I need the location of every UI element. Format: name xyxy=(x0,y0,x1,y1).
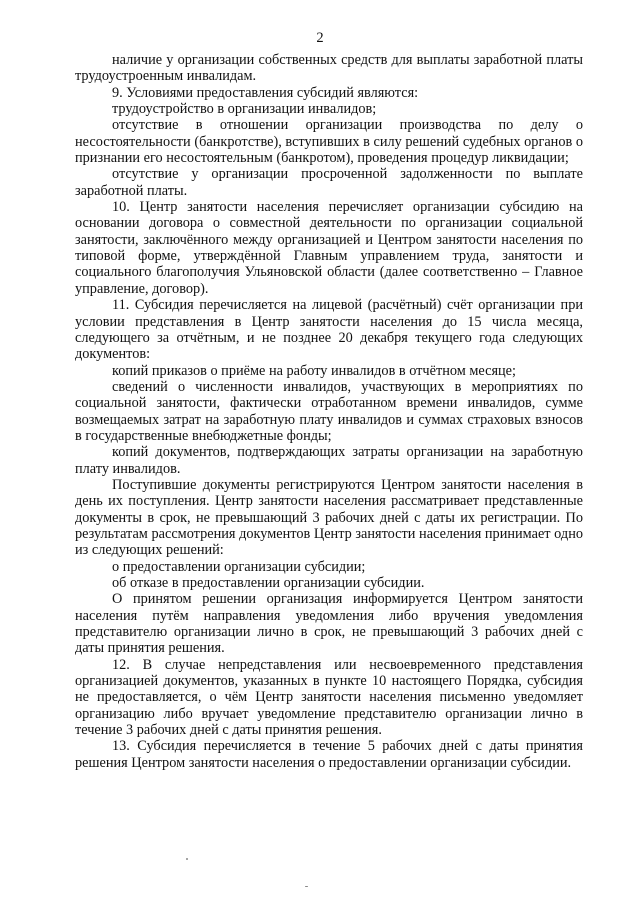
paragraph-item-12: 12. В случае непредставления или несвоевременного представления организацией документов, указанных в пункте 10 настоящего Порядка, субсидия не предоставляется, о чём Центр занятости населения письменно уведомляет организацию либо вручает уведомление представителю организации лично в течение 3 рабочих дней с даты принятия решения. xyxy=(75,656,583,739)
paragraph-employment-condition: трудоустройство в организации инвалидов; xyxy=(112,101,377,118)
paragraph-item-10: 10. Центр занятости населения перечисляет организации субсидию на основании договора о совместной деятельности по организации социальной занятости, заключённого между организацией и Центром занятости населения по типовой форме, утверждённой Главным управлением труда, занятости и социального благополучия Ульяновской области (далее соответственно – Главное управление, договор). xyxy=(75,199,583,297)
paragraph-item-11: 11. Субсидия перечисляется на лицевой (расчётный) счёт организации при условии представления в Центр занятости населения до 15 числа месяца, следующего за отчётным, и не позднее 20 декабря текущего года следующих документов: xyxy=(75,297,583,363)
page-number: 2 xyxy=(316,30,324,46)
document-body xyxy=(75,52,583,771)
paragraph-doc-statistics: сведений о численности инвалидов, участвующих в мероприятиях по социальной занятости, фактически отработанном времени инвалидов, сумме возмещаемых затрат на заработную плату инвалидов и суммах страховых взносов в государственные внебюджетные фонды; xyxy=(75,378,583,444)
paragraph-doc-expenses: копий документов, подтверждающих затраты организации на заработную плату инвалидов. xyxy=(75,444,583,477)
scan-speck xyxy=(186,858,188,860)
paragraph-registration: Поступившие документы регистрируются Центром занятости населения в день их поступления. Центр занятости населения рассматривает представленные документы в срок, не превышающий 3 рабочих дней с даты их регистрации. По результатам рассмотрения документов Центр занятости населения принимает одно из следующих решений: xyxy=(75,476,583,559)
scan-speck xyxy=(305,886,308,887)
paragraph-funds-availability: наличие у организации собственных средств для выплаты заработной платы трудоустроенным инвалидам. xyxy=(75,52,583,85)
paragraph-decision-refusal: об отказе в предоставлении организации субсидии. xyxy=(112,575,425,591)
paragraph-item-13: 13. Субсидия перечисляется в течение 5 рабочих дней с даты принятия решения Центром занятости населения о предоставлении организации субсидии. xyxy=(75,738,583,771)
paragraph-no-bankruptcy-condition: отсутствие в отношении организации производства по делу о несостоятельности (банкротстве), вступивших в силу решений судебных органов о признании его несостоятельным (банкротом), проведения процедур ликвидации; xyxy=(75,117,583,167)
paragraph-notification: О принятом решении организация информируется Центром занятости населения путём направления уведомления либо вручения уведомления представителю организации лично в срок, не превышающий 3 рабочих дней с даты принятия решения. xyxy=(75,591,583,657)
paragraph-decision-grant: о предоставлении организации субсидии; xyxy=(112,558,366,575)
paragraph-item-9: 9. Условиями предоставления субсидий являются: xyxy=(112,84,419,101)
paragraph-doc-orders: копий приказов о приёме на работу инвалидов в отчётном месяце; xyxy=(112,362,516,379)
paragraph-no-arrears-condition: отсутствие у организации просроченной задолженности по выплате заработной платы. xyxy=(75,166,583,199)
